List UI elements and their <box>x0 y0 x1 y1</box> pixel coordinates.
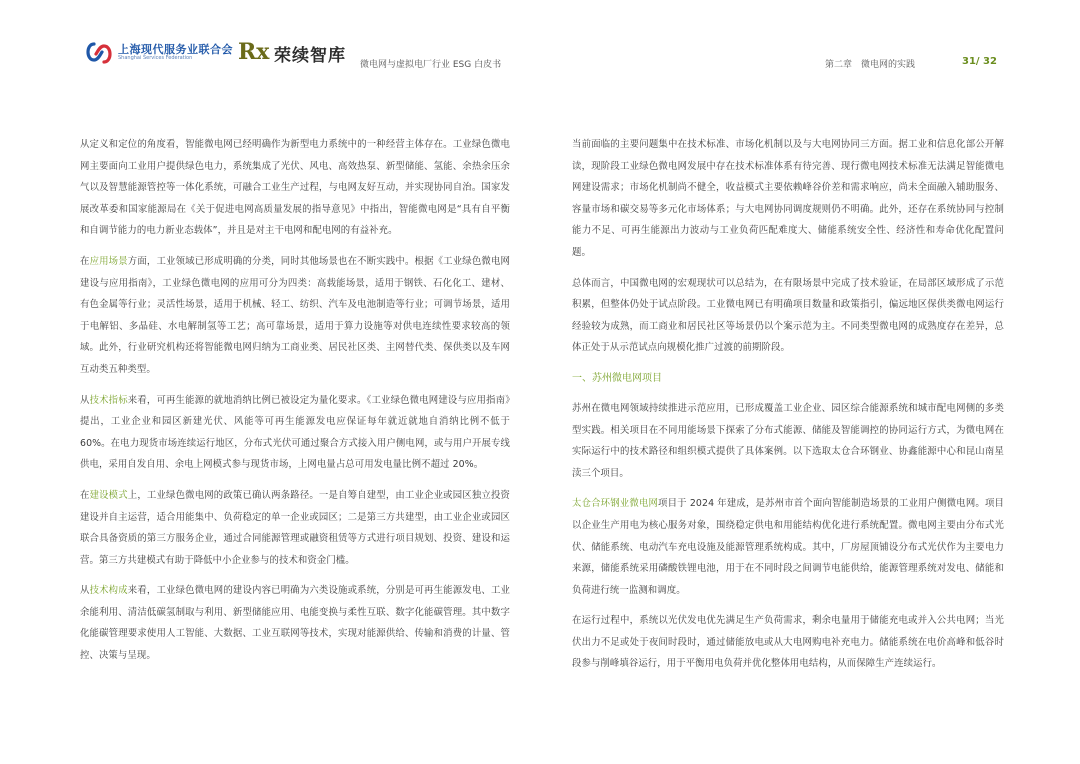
paragraph-construction-mode: 在建设模式上，工业绿色微电网的政策已确认两条路径。一是自筹自建型，由工业企业或园区独立投资建设并自主运营，适合用能集中、负荷稳定的单一企业或园区；二是第三方共建型，由工业企业或园区联合具备资质的第三方服务企业，通过合同能源管理或融资租赁等方式进行项目规划、投资、建设和运营。第三方共建模式有助于降低中小企业参与的技术和资金门槛。 <box>80 489 510 566</box>
keyword-highlight: 太仓合环钢业微电网 <box>572 498 659 510</box>
keyword-highlight: 技术构成 <box>89 585 128 597</box>
org-name: 上海现代服务业联合会 <box>118 43 233 56</box>
paragraph-technical-composition: 从技术构成来看，工业绿色微电网的建设内容已明确为六类设施或系统，分别是可再生能源发电、工业余能利用、清洁低碳氢制取与利用、新型储能应用、电能变换与柔性互联、数字化能碳管理。其中数字化能碳管理要求使用人工智能、大数据、工业互联网等技术，实现对能源供给、传输和消费的计量、管控、决策与呈现。 <box>80 585 510 662</box>
org-logo <box>84 40 233 66</box>
paragraph-suzhou-intro: 苏州在微电网领域持续推进示范应用，已形成覆盖工业企业、园区综合能源系统和城市配电网侧的多类型实践。相关项目在不同用能场景下探索了分布式能源、储能及智能调控的协同运行方式，为微电网在实际运行中的技术路径和组织模式提供了具体案例。以下选取太仓合环钢业、协鑫能源中心和昆山南星渎三个项目。 <box>572 402 1004 479</box>
keyword-highlight: 应用场景 <box>89 255 128 267</box>
brand-logo <box>238 39 378 67</box>
paragraph-technical-indicators: 从技术指标来看，可再生能源的就地消纳比例已被设定为量化要求。《工业绿色微电网建设与应用指南》提出，工业企业和园区新建光伏、风能等可再生能源发电应保证每年就近就地自消纳比例不低于 60%。在电力现货市场连续运行地区，分布式光伏可通过聚合方式接入用户侧电网，或与用户开展专线供电，采用自发自用、余电上网模式参与现货市场，上网电量占总可用发电量比例不超过 20%。 <box>80 394 510 471</box>
org-name-en: Shanghai Services Federation <box>118 55 193 61</box>
right-column <box>572 134 1004 684</box>
paragraph-current-issues: 当前面临的主要问题集中在技术标准、市场化机制以及与大电网协同三方面。据工业和信息化部公开解读，现阶段工业绿色微电网发展中存在技术标准体系有待完善、现行微电网技术标准无法满足智能微电网建设需求；市场化机制尚不健全，收益模式主要依赖峰谷价差和需求响应，尚未全面融入辅助服务、容量市场和碳交易等多元化市场体系；与大电网协同调度规则仍不明确。此外，还存在系统协同与控制能力不足、可再生能源出力波动与工业负荷匹配难度大、储能系统安全性、经济性和寿命优化配置问题。 <box>572 139 1004 258</box>
paragraph-operation: 在运行过程中，系统以光伏发电优先满足生产负荷需求，剩余电量用于储能充电或并入公共电网；当光伏出力不足或处于夜间时段时，通过储能放电或从大电网购电补充电力。储能系统在电价高峰和低谷时段参与削峰填谷运行，用于平衡用电负荷并优化整体用电结构，从而保障生产连续运行。 <box>572 615 1004 670</box>
linked-loops-icon <box>84 40 114 66</box>
keyword-highlight: 技术指标 <box>89 394 128 406</box>
keyword-highlight: 建设模式 <box>89 489 128 501</box>
section-heading: 一、苏州微电网项目 <box>572 372 662 384</box>
paragraph-application-scenarios: 在应用场景方面，工业领域已形成明确的分类，同时其他场景也在不断实践中。根据《工业绿色微电网建设与应用指南》，工业绿色微电网的应用可分为四类：高载能场景，适用于钢铁、石化化工、建材、有色金属等行业；灵活性场景，适用于机械、轻工、纺织、汽车及电池制造等行业；可调节场景，适用于电解铝、多晶硅、水电解制氢等工艺；高可靠场景，适用于算力设施等对供电连续性要求较高的领域。此外，行业研究机构还将智能微电网归纳为工商业类、居民社区类、主网替代类、保供类以及车网互动类五种类型。 <box>80 255 510 375</box>
left-column <box>80 134 510 676</box>
document-title: 微电网与虚拟电厂行业 ESG 白皮书 <box>360 60 502 70</box>
page-number: 31/ 32 <box>962 56 997 67</box>
paragraph-overall-status: 总体而言，中国微电网的宏观现状可以总结为，在有限场景中完成了技术验证，在局部区域形成了示范积累，但整体仍处于试点阶段。工业微电网已有明确项目数量和政策指引，偏远地区保供类微电网运行经验较为成熟，而工商业和居民社区等场景仍以个案示范为主。不同类型微电网的成熟度存在差异，总体正处于从示范试点向规模化推广过渡的前期阶段。 <box>572 277 1004 354</box>
brand-mark: Rx <box>238 39 270 65</box>
paragraph-taicang-project: 太仓合环钢业微电网项目于 2024 年建成，是苏州市首个面向智能制造场景的工业用户侧微电网。项目以企业生产用电为核心服务对象，围绕稳定供电和用能结构优化进行系统配置。微电网主要由分布式光伏、储能系统、电动汽车充电设施及能源管理系统构成。其中，厂房屋顶铺设分布式光伏作为主要电力来源，储能系统采用磷酸铁锂电池，用于在不同时段之间调节电能供给，能源管理系统对发电、储能和负荷进行统一监测和调度。 <box>572 498 1004 596</box>
paragraph-definition: 从定义和定位的角度看，智能微电网已经明确作为新型电力系统中的一种经营主体存在。工业绿色微电网主要面向工业用户提供绿色电力，系统集成了光伏、风电、高效热泵、新型储能、氢能、余热余压余气以及智慧能源管控等一体化系统，可融合工业生产过程，与电网友好互动，并实现协同自治。国家发展改革委和国家能源局在《关于促进电网高质量发展的指导意见》中指出，智能微电网是“具有自平衡和自调节能力的电力新业态载体”，并且是对主干电网和配电网的有益补充。 <box>80 139 510 237</box>
chapter-title: 第二章 微电网的实践 <box>825 60 916 70</box>
page-header <box>0 0 1080 80</box>
brand-name: 荣续智库 <box>274 46 346 66</box>
